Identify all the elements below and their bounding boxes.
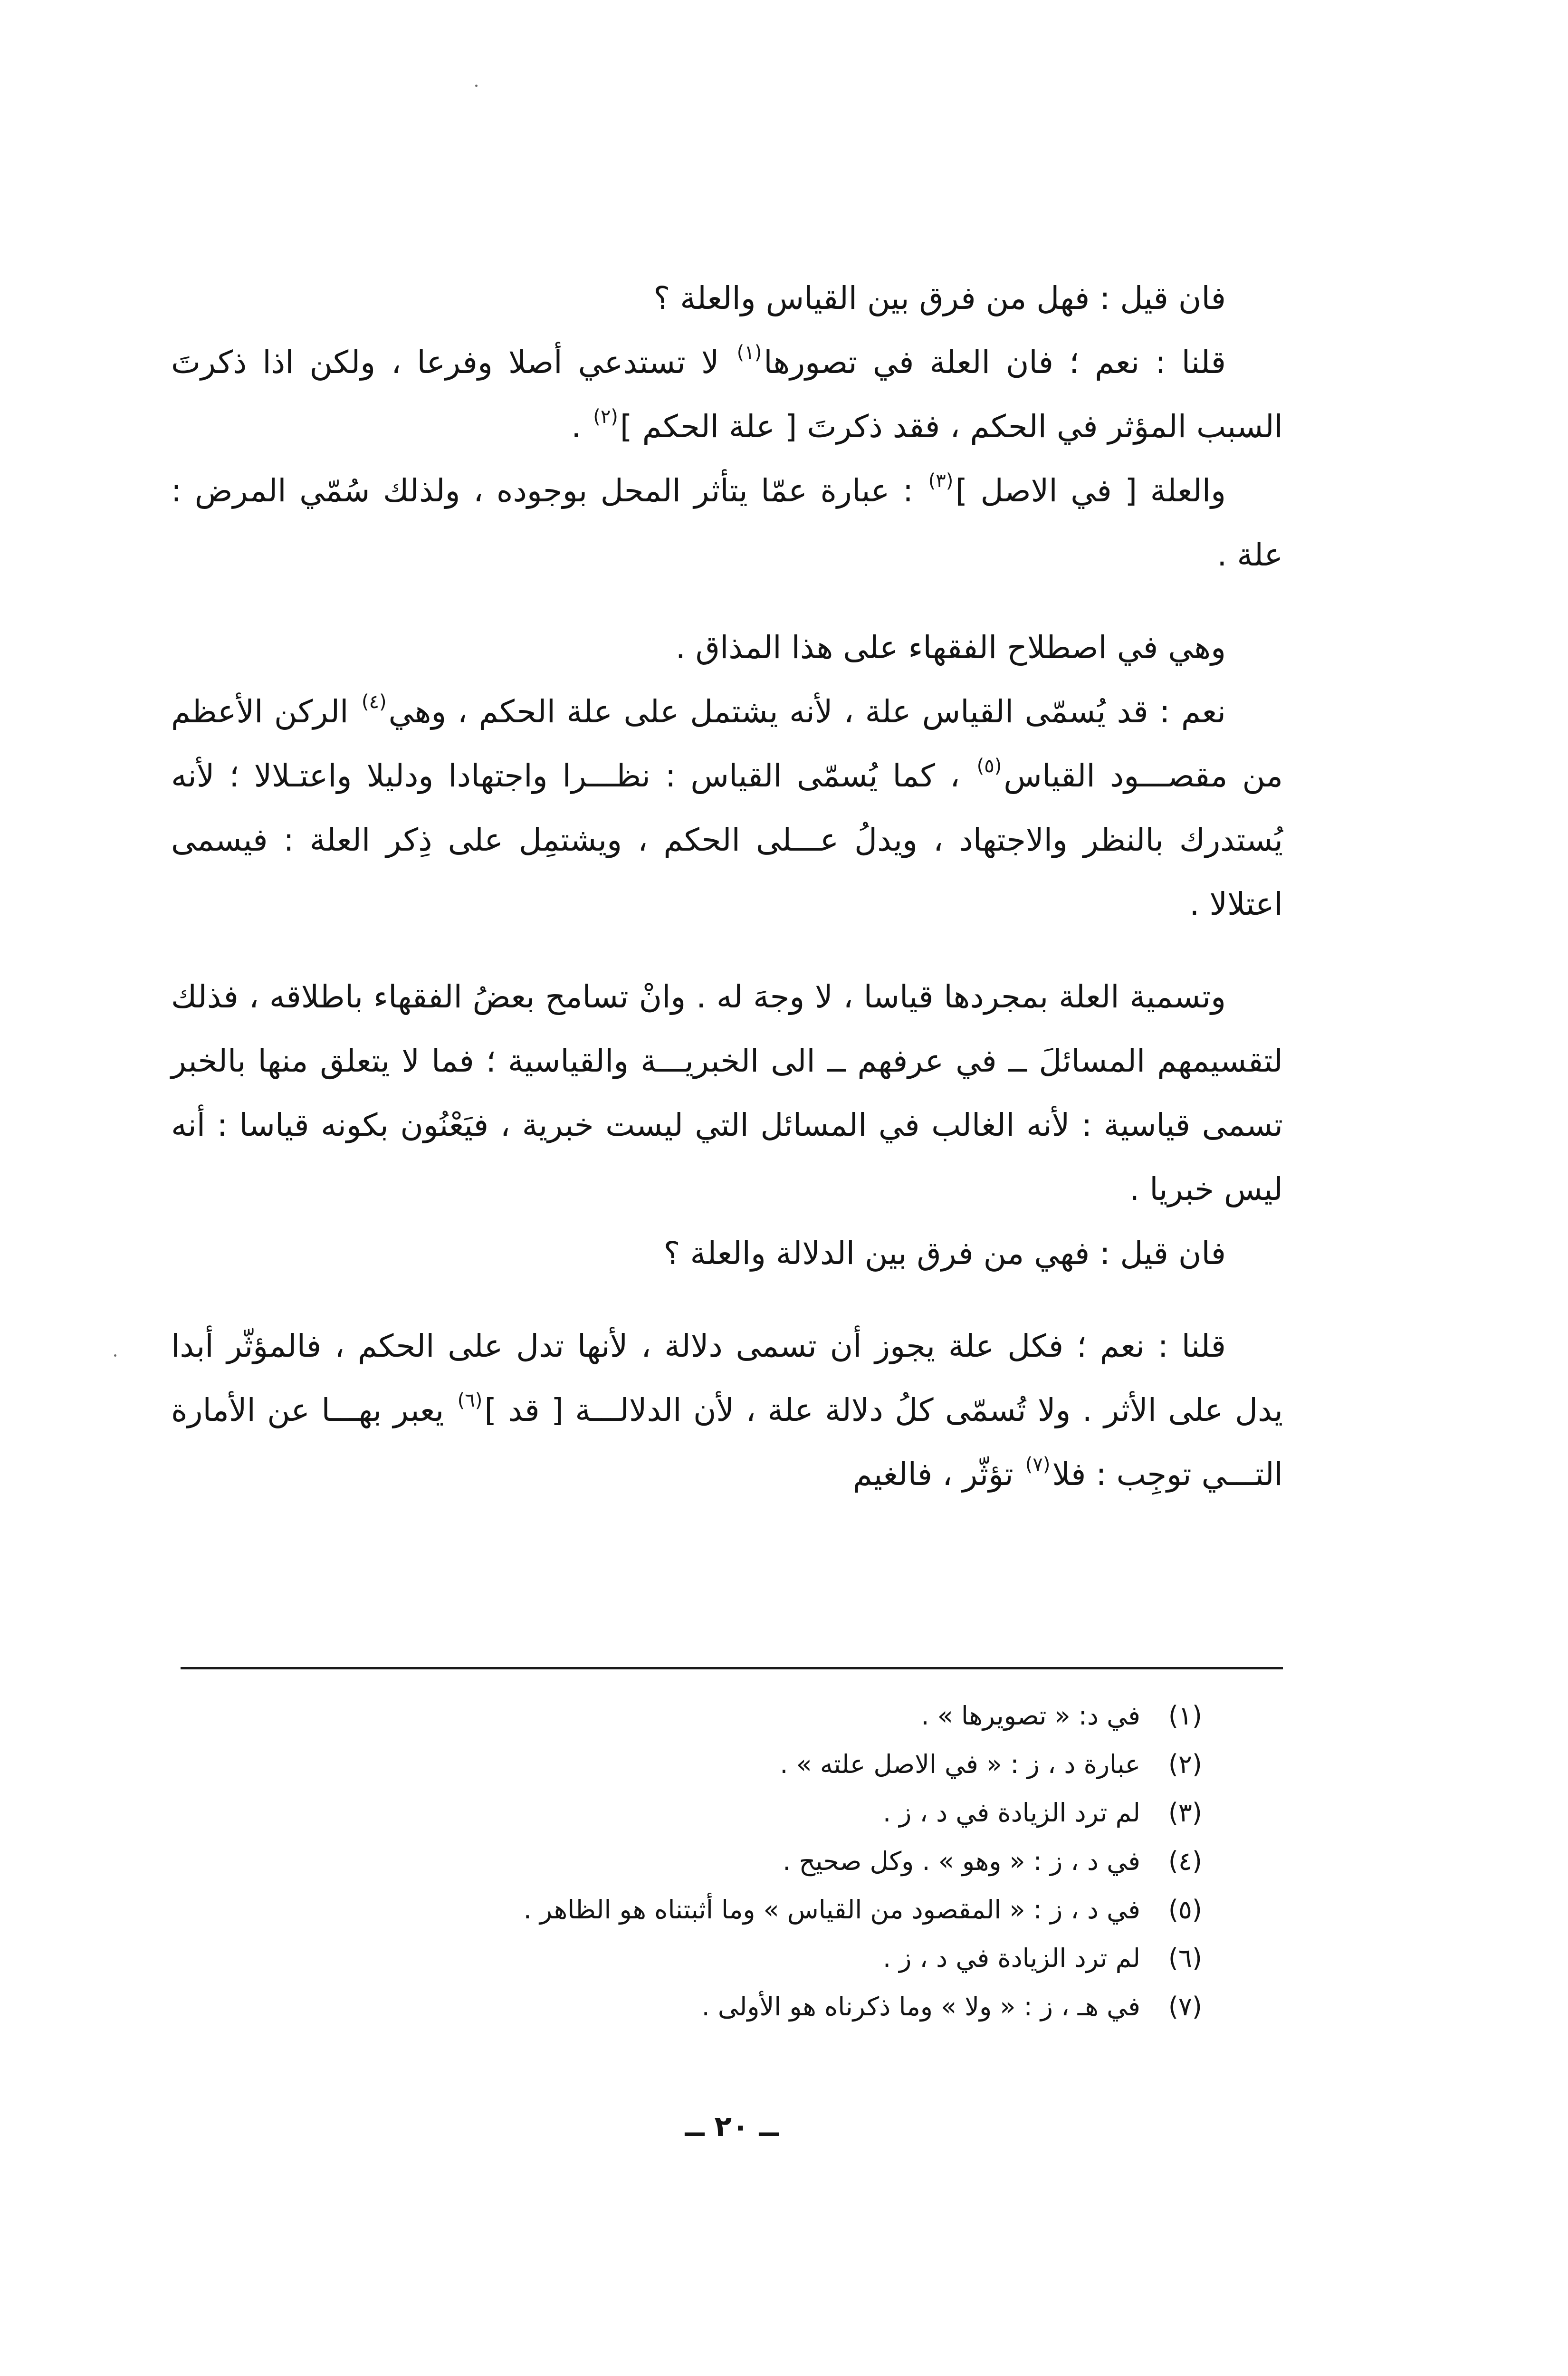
paragraph-text: فان قيل : فهي من فرق بين الدلالة والعلة ؟ [663,1235,1226,1272]
paragraph-naming-critique [171,965,1283,1221]
footnote-ref: (٣) [928,470,954,492]
paragraph-illa-definition [171,459,1283,587]
paragraph-text: فان قيل : فهل من فرق بين القياس والعلة ؟ [653,280,1226,316]
footnote-number: (١) [1168,1701,1202,1731]
footnote-text: في د ، ز : « وهو » . وكل صحيح . [783,1846,1140,1876]
paragraph-qiyas-naming [171,680,1283,936]
footnote-number: (٣) [1168,1798,1202,1828]
footnote-item [204,1740,1202,1789]
footnote-text: عبارة د ، ز : « في الاصل علته » . [780,1749,1140,1779]
footnote-ref: (٦) [457,1389,483,1411]
paragraph-text: : عبارة عمّا يتأثر المحل بوجوده ، ولذلك سُمّي المرض : علة . [171,472,1283,573]
paragraph-text: قلنا : نعم ؛ فكل علة يجوز أن تسمى دلالة ، لأنها تدل على الحكم ، فالمؤثّر أبدا يدل على الأثر . ولا تُسمّى كلُ دلالة علة ، لأن الدلالـــة [ قد ] [171,1328,1283,1428]
footnote-ref: (٢) [593,406,618,428]
paragraph-text: لا تستدعي أصلا وفرعا ، ولكن اذا ذكرتَ السبب المؤثر في الحكم ، فقد ذكرتَ [ علة الحكم ] [171,344,1283,445]
paragraph-fuqaha-usage [171,615,1283,680]
paragraph-text: . [571,408,592,445]
footnote-text: لم ترد الزيادة في د ، ز . [882,1798,1140,1828]
footnote-item [204,1983,1202,2031]
footnote-item [204,1837,1202,1886]
paragraph-answer-1 [171,330,1283,459]
footnotes-list [204,1692,1202,2031]
footnote-text: في د: « تصويرها » . [921,1701,1140,1731]
footnote-separator [181,1667,1283,1669]
footnote-item [204,1692,1202,1740]
paragraph-text: تؤثّر ، فالغيم [852,1456,1023,1493]
footnote-ref: (٧) [1025,1454,1051,1475]
footnote-number: (٥) [1168,1895,1202,1925]
footnote-item [204,1789,1202,1837]
paragraph-text: الركن الأعظم من مقصـــود القياس [171,693,1283,794]
footnote-number: (٤) [1168,1846,1202,1876]
footnote-text: في د ، ز : « المقصود من القياس » وما أثبتناه هو الظاهر . [523,1895,1140,1925]
footnote-number: (٦) [1168,1943,1202,1973]
paragraph-text: وهي في اصطلاح الفقهاء على هذا المذاق . [675,629,1226,666]
main-text [171,266,1283,1506]
footnote-ref: (٥) [976,755,1002,777]
paragraph-text: نعم : قد يُسمّى القياس علة ، لأنه يشتمل على علة الحكم ، وهي [388,693,1226,730]
paragraph-text: يعبر بهـــا عن الأمارة التـــي توجِب : فلا [171,1392,1283,1493]
footnote-item [204,1934,1202,1983]
footnote-number: (٧) [1168,1992,1202,2022]
scan-speck [475,85,478,87]
paragraph-text: قلنا : نعم ؛ فان العلة في تصورها [764,344,1226,381]
page-number: ــ ٢٠ ــ [685,2110,779,2143]
footnote-text: لم ترد الزيادة في د ، ز . [882,1943,1140,1973]
scan-speck [114,1354,116,1357]
footnote-ref: (٤) [361,691,387,713]
footnote-item [204,1886,1202,1934]
paragraph-text: ، كما يُسمّى القياس : نظـــرا واجتهادا ودليلا واعتـلالا ؛ لأنه يُستدرك بالنظر والاجتهاد ، ويدلُ عـــلى الحكم ، ويشتمِل على ذِكر العلة : فيسمى اعتلالا . [171,757,1283,922]
paragraph-answer-2 [171,1314,1283,1506]
paragraph-text: وتسمية العلة بمجردها قياسا ، لا وجهَ له . وانْ تسامح بعضُ الفقهاء باطلاقه ، فذلك لتقسيمهم المسائلَ ــ في عرفهم ــ الى الخبريـــة والقياسية ؛ فما لا يتعلق منها بالخبر تسمى قياسية : لأنه الغالب في المسائل التي ليست خبرية ، فيَعْنُون بكونه قياسا : أنه ليس خبريا . [171,978,1283,1207]
paragraph-text: والعلة [ في الاصل ] [955,472,1226,509]
paragraph-question-2 [171,1221,1283,1285]
paragraph-question-1 [171,266,1283,330]
footnote-number: (٢) [1168,1749,1202,1779]
footnote-text: في هـ ، ز : « ولا » وما ذكرناه هو الأولى . [701,1992,1140,2022]
footnote-ref: (١) [736,342,762,364]
